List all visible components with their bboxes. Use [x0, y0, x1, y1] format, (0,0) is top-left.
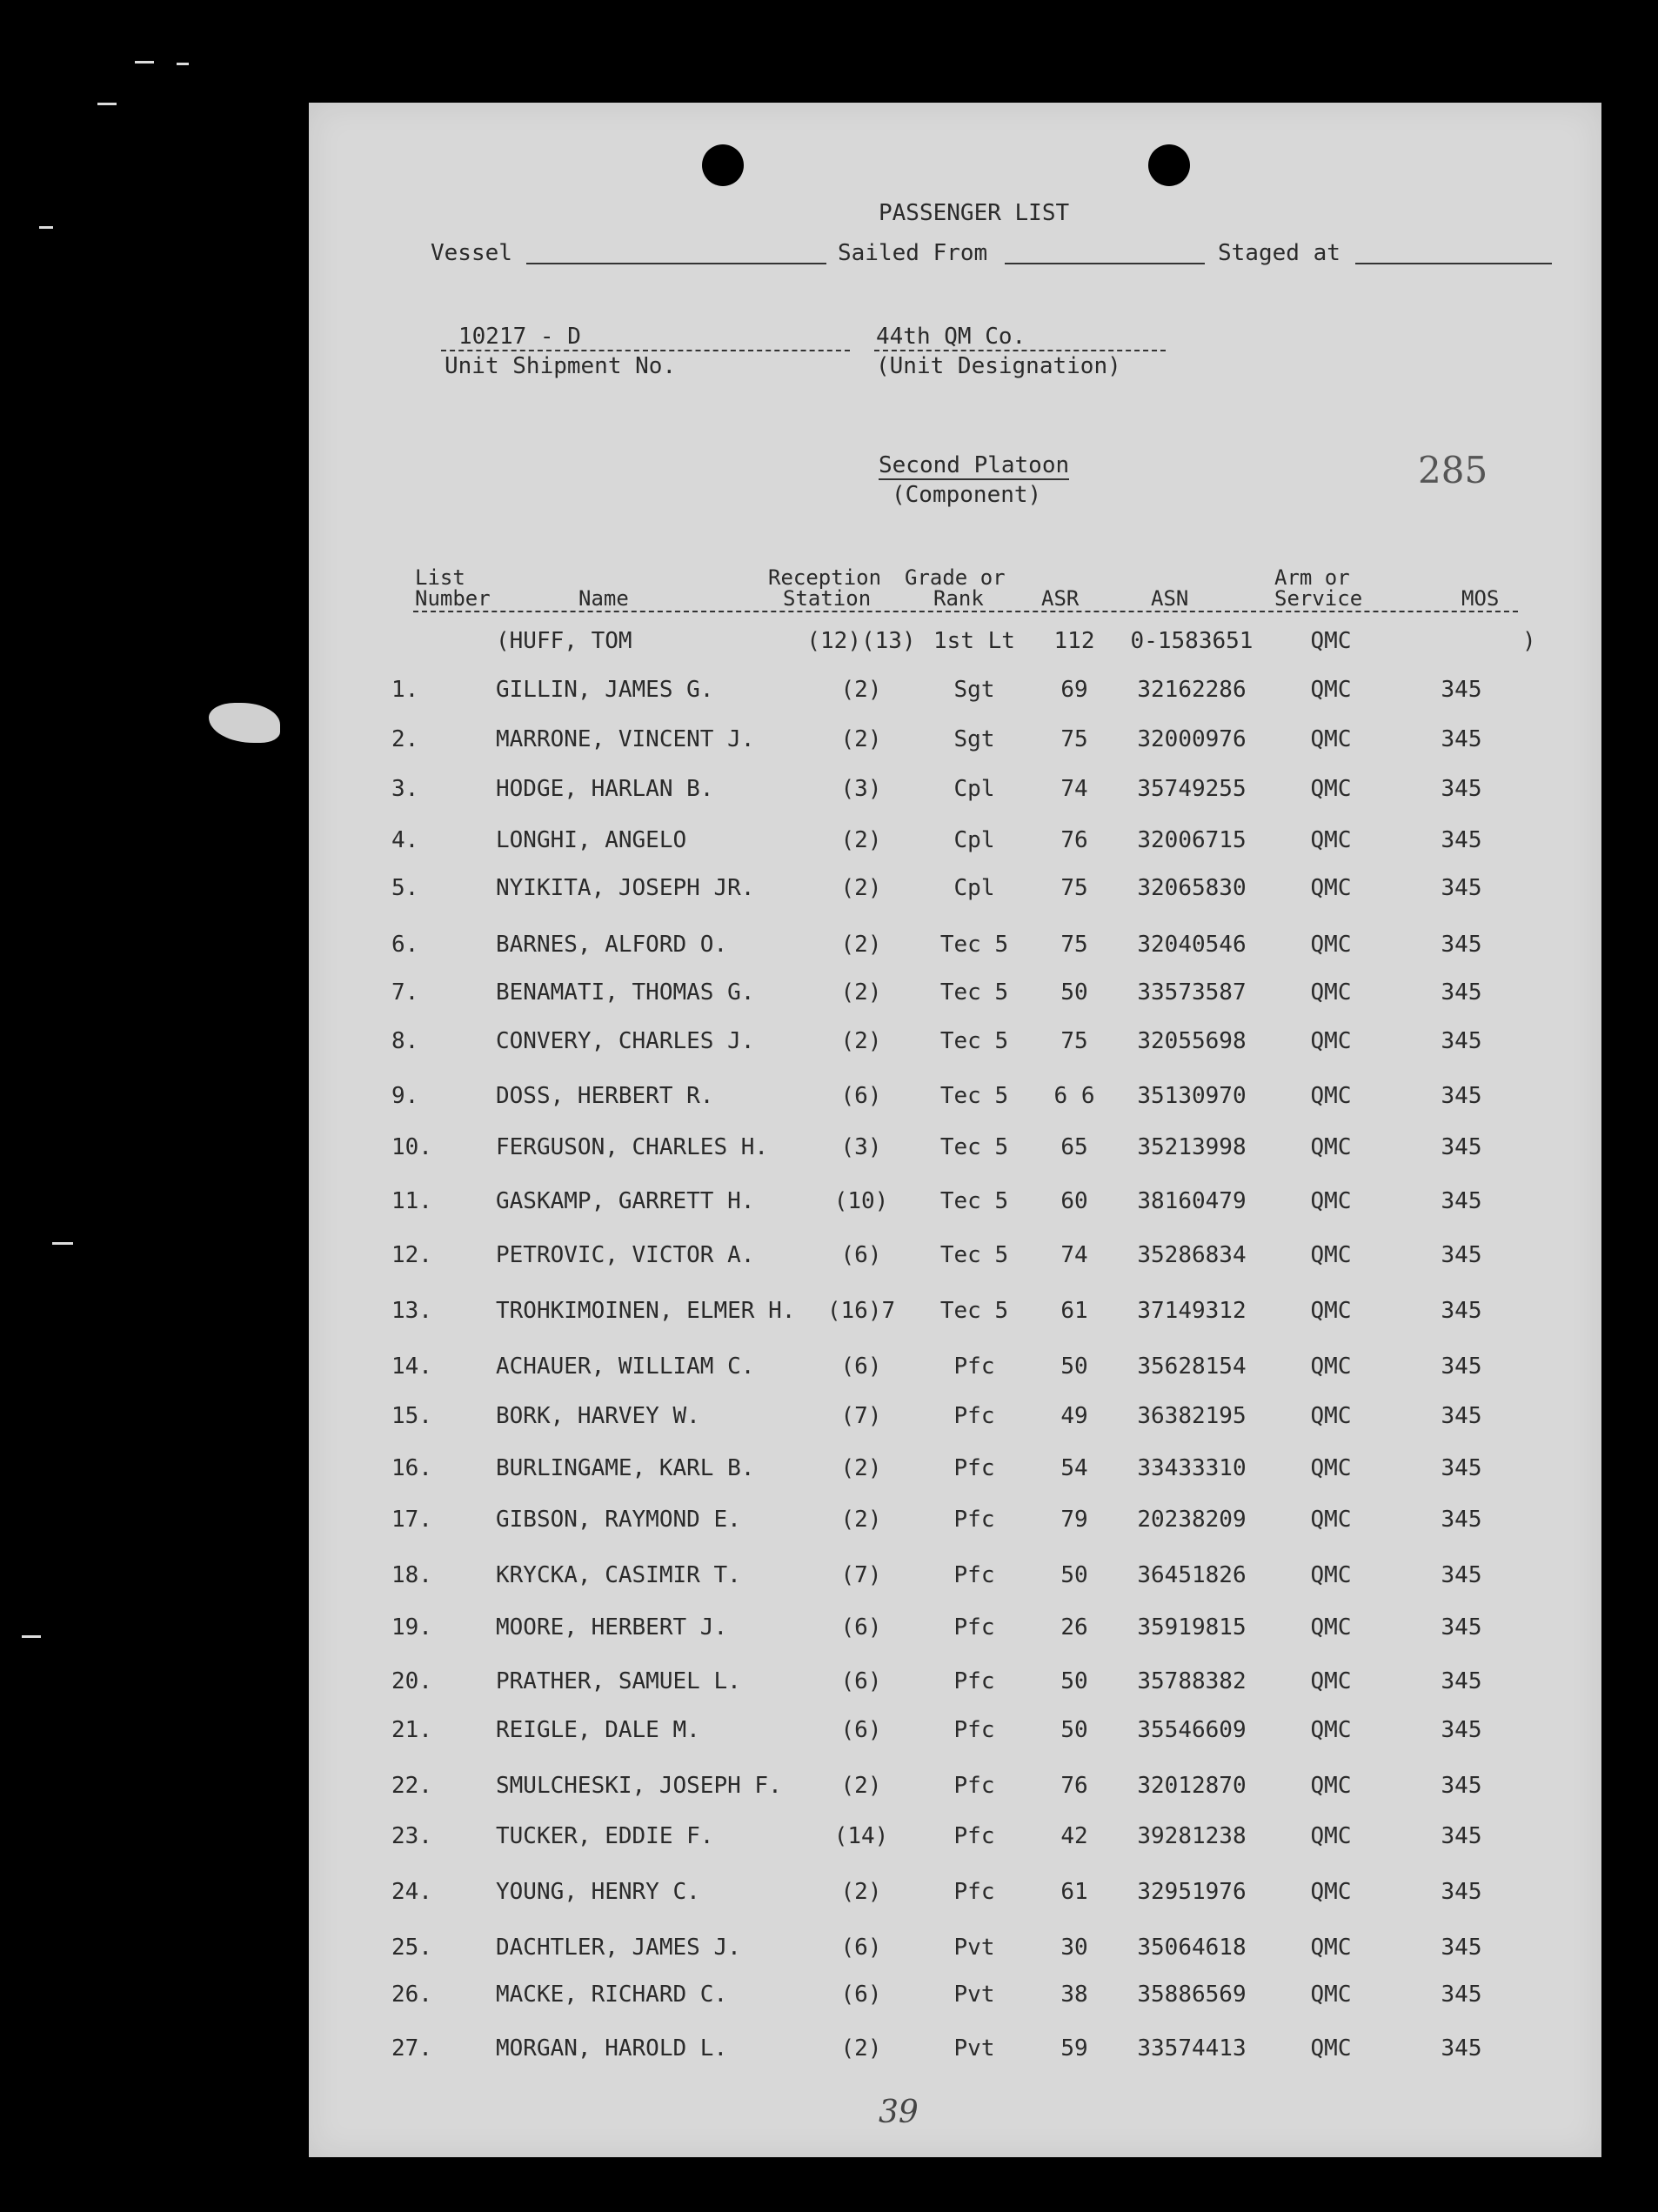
row-number: 13.: [391, 1298, 432, 1324]
mos-code: 345: [1441, 677, 1482, 703]
grade-rank: Pfc: [953, 1403, 995, 1429]
asr-score: 50: [1060, 1717, 1088, 1743]
army-serial-number: 33433310: [1137, 1455, 1247, 1481]
passenger-name: GASKAMP, GARRETT H.: [496, 1188, 755, 1214]
col-list: List: [415, 565, 465, 590]
table-row: [309, 1507, 1601, 1541]
grade-rank: Pvt: [953, 1935, 995, 1961]
reception-station: (16)7: [826, 1298, 896, 1324]
grade-rank: Pfc: [953, 1507, 995, 1533]
passenger-name: MARRONE, VINCENT J.: [496, 726, 755, 752]
mos-code: 345: [1441, 827, 1482, 853]
asr-score: 50: [1060, 979, 1088, 1006]
arm-or-service: QMC: [1310, 726, 1352, 752]
col-name: Name: [578, 586, 629, 611]
passenger-name: NYIKITA, JOSEPH JR.: [496, 875, 755, 901]
row-number: 19.: [391, 1614, 432, 1641]
asr-score: 75: [1060, 726, 1088, 752]
document-title: PASSENGER LIST: [879, 200, 1070, 226]
grade-rank: Pfc: [953, 1717, 995, 1743]
row-number: 24.: [391, 1879, 432, 1905]
mos-code: 345: [1441, 776, 1482, 802]
passenger-name: PRATHER, SAMUEL L.: [496, 1668, 741, 1694]
army-serial-number: 38160479: [1137, 1188, 1247, 1214]
grade-rank: Tec 5: [939, 1083, 1009, 1109]
arm-or-service: QMC: [1310, 1403, 1352, 1429]
arm-or-service: QMC: [1310, 776, 1352, 802]
grade-rank: Pfc: [953, 1562, 995, 1588]
row-number: 20.: [391, 1668, 432, 1694]
passenger-name: GIBSON, RAYMOND E.: [496, 1507, 741, 1533]
reception-station: (6): [840, 1083, 882, 1109]
reception-station: (2): [840, 1773, 882, 1799]
army-serial-number: 32000976: [1137, 726, 1247, 752]
punch-hole-left: [702, 144, 744, 186]
passenger-name: DACHTLER, JAMES J.: [496, 1935, 741, 1961]
mos-code: 345: [1441, 726, 1482, 752]
table-row: [309, 1134, 1601, 1169]
asr-score: 76: [1060, 827, 1088, 853]
row-number: 15.: [391, 1403, 432, 1429]
asr-score: 65: [1060, 1134, 1088, 1160]
passenger-name: ACHAUER, WILLIAM C.: [496, 1353, 755, 1380]
reception-station: (6): [840, 1981, 882, 2008]
grade-rank: Cpl: [953, 875, 995, 901]
asr-score: 54: [1060, 1455, 1088, 1481]
officer-name: (HUFF, TOM: [496, 628, 632, 654]
table-row: [309, 1562, 1601, 1597]
mos-code: 345: [1441, 1823, 1482, 1849]
table-row: [309, 827, 1601, 862]
mos-code: 345: [1441, 1455, 1482, 1481]
passenger-name: TUCKER, EDDIE F.: [496, 1823, 714, 1849]
table-row: [309, 1242, 1601, 1277]
army-serial-number: 35064618: [1137, 1935, 1247, 1961]
grade-rank: Pvt: [953, 1981, 995, 2008]
arm-or-service: QMC: [1310, 1134, 1352, 1160]
passenger-name: LONGHI, ANGELO: [496, 827, 687, 853]
mos-code: 345: [1441, 1879, 1482, 1905]
officer-close-paren: ): [1522, 628, 1536, 654]
grade-rank: Pfc: [953, 1773, 995, 1799]
asr-score: 74: [1060, 776, 1088, 802]
row-number: 6.: [391, 932, 419, 958]
mos-code: 345: [1441, 1028, 1482, 1054]
passenger-name: MOORE, HERBERT J.: [496, 1614, 728, 1641]
army-serial-number: 35628154: [1137, 1353, 1247, 1380]
arm-or-service: QMC: [1310, 1455, 1352, 1481]
reception-station: (2): [840, 2035, 882, 2062]
reception-station: (2): [840, 1507, 882, 1533]
row-number: 14.: [391, 1353, 432, 1380]
arm-or-service: QMC: [1310, 1353, 1352, 1380]
table-row: [309, 1455, 1601, 1490]
asr-score: 49: [1060, 1403, 1088, 1429]
arm-or-service: QMC: [1310, 2035, 1352, 2062]
grade-rank: Tec 5: [939, 1188, 1009, 1214]
table-row: [309, 1028, 1601, 1063]
unit-shipment-label: Unit Shipment No.: [445, 353, 677, 379]
col-service: Service: [1274, 586, 1363, 611]
row-number: 11.: [391, 1188, 432, 1214]
row-number: 16.: [391, 1455, 432, 1481]
army-serial-number: 35788382: [1137, 1668, 1247, 1694]
table-row: [309, 1981, 1601, 2016]
passenger-name: BORK, HARVEY W.: [496, 1403, 700, 1429]
reception-station: (7): [840, 1403, 882, 1429]
army-serial-number: 33573587: [1137, 979, 1247, 1006]
table-row: [309, 776, 1601, 811]
army-serial-number: 32012870: [1137, 1773, 1247, 1799]
arm-or-service: QMC: [1310, 1562, 1352, 1588]
asr-score: 74: [1060, 1242, 1088, 1268]
arm-or-service: QMC: [1310, 1507, 1352, 1533]
table-row: [309, 1353, 1601, 1388]
passenger-name: MORGAN, HAROLD L.: [496, 2035, 728, 2062]
reception-station: (2): [840, 979, 882, 1006]
asr-score: 60: [1060, 1188, 1088, 1214]
row-number: 9.: [391, 1083, 419, 1109]
row-number: 4.: [391, 827, 419, 853]
mos-code: 345: [1441, 1981, 1482, 2008]
document-page: [309, 103, 1601, 2157]
grade-rank: Tec 5: [939, 932, 1009, 958]
grade-rank: Tec 5: [939, 1028, 1009, 1054]
col-station: Station: [783, 586, 872, 611]
reception-station: (6): [840, 1614, 882, 1641]
officer-grade: 1st Lt: [933, 628, 1015, 654]
row-number: 25.: [391, 1935, 432, 1961]
page-number: 285: [1418, 449, 1488, 491]
mos-code: 345: [1441, 1668, 1482, 1694]
army-serial-number: 36382195: [1137, 1403, 1247, 1429]
passenger-name: BENAMATI, THOMAS G.: [496, 979, 755, 1006]
reception-station: (14): [833, 1823, 889, 1849]
army-serial-number: 32006715: [1137, 827, 1247, 853]
grade-rank: Tec 5: [939, 1298, 1009, 1324]
mos-code: 345: [1441, 1717, 1482, 1743]
col-asn: ASN: [1151, 586, 1189, 611]
asr-score: 38: [1060, 1981, 1088, 2008]
asr-score: 75: [1060, 1028, 1088, 1054]
officer-asr: 112: [1053, 628, 1095, 654]
table-row: [309, 1935, 1601, 1969]
asr-score: 59: [1060, 2035, 1088, 2062]
table-row: [309, 1717, 1601, 1752]
army-serial-number: 35213998: [1137, 1134, 1247, 1160]
table-row: [309, 1083, 1601, 1118]
arm-or-service: QMC: [1310, 1717, 1352, 1743]
mos-code: 345: [1441, 932, 1482, 958]
mos-code: 345: [1441, 1353, 1482, 1380]
officer-station: (12)(13): [806, 628, 916, 654]
component-name: Second Platoon: [879, 452, 1070, 478]
asr-score: 61: [1060, 1879, 1088, 1905]
col-arm-or: Arm or: [1274, 565, 1350, 590]
asr-score: 50: [1060, 1668, 1088, 1694]
row-number: 10.: [391, 1134, 432, 1160]
mos-code: 345: [1441, 979, 1482, 1006]
officer-row: [309, 628, 1601, 663]
arm-or-service: QMC: [1310, 1242, 1352, 1268]
col-number: Number: [415, 586, 491, 611]
asr-score: 30: [1060, 1935, 1088, 1961]
passenger-name: TROHKIMOINEN, ELMER H.: [496, 1298, 796, 1324]
arm-or-service: QMC: [1310, 1823, 1352, 1849]
handwritten-note: 39: [879, 2095, 919, 2130]
component-label: (Component): [892, 482, 1042, 508]
row-number: 12.: [391, 1242, 432, 1268]
army-serial-number: 32951976: [1137, 1879, 1247, 1905]
passenger-name: BURLINGAME, KARL B.: [496, 1455, 755, 1481]
grade-rank: Tec 5: [939, 979, 1009, 1006]
reception-station: (2): [840, 1455, 882, 1481]
table-row: [309, 875, 1601, 910]
passenger-name: BARNES, ALFORD O.: [496, 932, 728, 958]
sailed-from-label: Sailed From: [838, 240, 988, 266]
reception-station: (7): [840, 1562, 882, 1588]
mos-code: 345: [1441, 1507, 1482, 1533]
table-row: [309, 1403, 1601, 1438]
army-serial-number: 33574413: [1137, 2035, 1247, 2062]
arm-or-service: QMC: [1310, 932, 1352, 958]
arm-or-service: QMC: [1310, 1614, 1352, 1641]
row-number: 23.: [391, 1823, 432, 1849]
grade-rank: Cpl: [953, 776, 995, 802]
mos-code: 345: [1441, 1614, 1482, 1641]
army-serial-number: 32055698: [1137, 1028, 1247, 1054]
reception-station: (3): [840, 1134, 882, 1160]
row-number: 8.: [391, 1028, 419, 1054]
col-reception: Reception: [768, 565, 882, 590]
mos-code: 345: [1441, 1298, 1482, 1324]
reception-station: (2): [840, 875, 882, 901]
asr-score: 76: [1060, 1773, 1088, 1799]
table-row: [309, 1668, 1601, 1703]
reception-station: (2): [840, 932, 882, 958]
grade-rank: Sgt: [953, 677, 995, 703]
table-row: [309, 2035, 1601, 2070]
passenger-name: SMULCHESKI, JOSEPH F.: [496, 1773, 782, 1799]
passenger-name: CONVERY, CHARLES J.: [496, 1028, 755, 1054]
army-serial-number: 39281238: [1137, 1823, 1247, 1849]
passenger-name: YOUNG, HENRY C.: [496, 1879, 700, 1905]
passenger-name: FERGUSON, CHARLES H.: [496, 1134, 769, 1160]
arm-or-service: QMC: [1310, 1879, 1352, 1905]
arm-or-service: QMC: [1310, 1083, 1352, 1109]
arm-or-service: QMC: [1310, 1981, 1352, 2008]
grade-rank: Cpl: [953, 827, 995, 853]
table-row: [309, 1614, 1601, 1649]
staged-at-label: Staged at: [1218, 240, 1340, 266]
army-serial-number: 35749255: [1137, 776, 1247, 802]
asr-score: 6 6: [1053, 1083, 1095, 1109]
asr-score: 50: [1060, 1562, 1088, 1588]
table-row: [309, 677, 1601, 712]
officer-arm: QMC: [1310, 628, 1352, 654]
army-serial-number: 37149312: [1137, 1298, 1247, 1324]
army-serial-number: 35286834: [1137, 1242, 1247, 1268]
passenger-name: KRYCKA, CASIMIR T.: [496, 1562, 741, 1588]
army-serial-number: 32040546: [1137, 932, 1247, 958]
army-serial-number: 20238209: [1137, 1507, 1247, 1533]
unit-designation-underline: [874, 350, 1166, 351]
row-number: 2.: [391, 726, 419, 752]
reception-station: (6): [840, 1717, 882, 1743]
arm-or-service: QMC: [1310, 827, 1352, 853]
reception-station: (2): [840, 726, 882, 752]
header-rule: [413, 611, 1518, 612]
grade-rank: Sgt: [953, 726, 995, 752]
table-row: [309, 1188, 1601, 1223]
row-number: 22.: [391, 1773, 432, 1799]
mos-code: 345: [1441, 1242, 1482, 1268]
table-row: [309, 932, 1601, 966]
arm-or-service: QMC: [1310, 1773, 1352, 1799]
staged-at-field-line: [1355, 263, 1552, 264]
reception-station: (3): [840, 776, 882, 802]
army-serial-number: 32065830: [1137, 875, 1247, 901]
vessel-label: Vessel: [431, 240, 512, 266]
asr-score: 61: [1060, 1298, 1088, 1324]
arm-or-service: QMC: [1310, 677, 1352, 703]
row-number: 21.: [391, 1717, 432, 1743]
table-row: [309, 1773, 1601, 1808]
grade-rank: Tec 5: [939, 1134, 1009, 1160]
reception-station: (2): [840, 827, 882, 853]
asr-score: 75: [1060, 875, 1088, 901]
passenger-name: REIGLE, DALE M.: [496, 1717, 700, 1743]
asr-score: 69: [1060, 677, 1088, 703]
arm-or-service: QMC: [1310, 875, 1352, 901]
reception-station: (2): [840, 677, 882, 703]
mos-code: 345: [1441, 2035, 1482, 2062]
asr-score: 50: [1060, 1353, 1088, 1380]
arm-or-service: QMC: [1310, 1028, 1352, 1054]
table-row: [309, 979, 1601, 1014]
asr-score: 26: [1060, 1614, 1088, 1641]
passenger-name: GILLIN, JAMES G.: [496, 677, 714, 703]
mos-code: 345: [1441, 1083, 1482, 1109]
reception-station: (2): [840, 1879, 882, 1905]
arm-or-service: QMC: [1310, 1935, 1352, 1961]
row-number: 18.: [391, 1562, 432, 1588]
passenger-name: HODGE, HARLAN B.: [496, 776, 714, 802]
army-serial-number: 32162286: [1137, 677, 1247, 703]
army-serial-number: 35919815: [1137, 1614, 1247, 1641]
grade-rank: Pvt: [953, 2035, 995, 2062]
asr-score: 42: [1060, 1823, 1088, 1849]
table-row: [309, 1879, 1601, 1914]
col-grade-or: Grade or: [905, 565, 1006, 590]
mos-code: 345: [1441, 1935, 1482, 1961]
unit-designation-label: (Unit Designation): [876, 353, 1121, 379]
mos-code: 345: [1441, 1562, 1482, 1588]
arm-or-service: QMC: [1310, 979, 1352, 1006]
row-number: 1.: [391, 677, 419, 703]
unit-designation: 44th QM Co.: [876, 324, 1026, 350]
army-serial-number: 35886569: [1137, 1981, 1247, 2008]
passenger-name: MACKE, RICHARD C.: [496, 1981, 728, 2008]
row-number: 5.: [391, 875, 419, 901]
row-number: 3.: [391, 776, 419, 802]
mos-code: 345: [1441, 1403, 1482, 1429]
grade-rank: Pfc: [953, 1353, 995, 1380]
unit-shipment-underline: [441, 350, 850, 351]
officer-asn: 0-1583651: [1130, 628, 1254, 654]
grade-rank: Pfc: [953, 1668, 995, 1694]
army-serial-number: 35130970: [1137, 1083, 1247, 1109]
grade-rank: Pfc: [953, 1823, 995, 1849]
reception-station: (2): [840, 1028, 882, 1054]
asr-score: 75: [1060, 932, 1088, 958]
passenger-name: DOSS, HERBERT R.: [496, 1083, 714, 1109]
sailed-from-field-line: [1005, 263, 1205, 264]
table-row: [309, 1823, 1601, 1858]
row-number: 17.: [391, 1507, 432, 1533]
punch-hole-right: [1148, 144, 1190, 186]
reception-station: (6): [840, 1242, 882, 1268]
grade-rank: Pfc: [953, 1614, 995, 1641]
row-number: 7.: [391, 979, 419, 1006]
arm-or-service: QMC: [1310, 1298, 1352, 1324]
army-serial-number: 35546609: [1137, 1717, 1247, 1743]
col-asr: ASR: [1041, 586, 1080, 611]
passenger-name: PETROVIC, VICTOR A.: [496, 1242, 755, 1268]
reception-station: (6): [840, 1935, 882, 1961]
grade-rank: Tec 5: [939, 1242, 1009, 1268]
row-number: 27.: [391, 2035, 432, 2062]
col-rank: Rank: [933, 586, 984, 611]
grade-rank: Pfc: [953, 1879, 995, 1905]
mos-code: 345: [1441, 1773, 1482, 1799]
army-serial-number: 36451826: [1137, 1562, 1247, 1588]
mos-code: 345: [1441, 1134, 1482, 1160]
arm-or-service: QMC: [1310, 1668, 1352, 1694]
reception-station: (6): [840, 1353, 882, 1380]
grade-rank: Pfc: [953, 1455, 995, 1481]
col-mos: MOS: [1461, 586, 1500, 611]
row-number: 26.: [391, 1981, 432, 2008]
mos-code: 345: [1441, 875, 1482, 901]
asr-score: 79: [1060, 1507, 1088, 1533]
reception-station: (6): [840, 1668, 882, 1694]
arm-or-service: QMC: [1310, 1188, 1352, 1214]
vessel-field-line: [526, 263, 826, 264]
table-row: [309, 726, 1601, 761]
reception-station: (10): [833, 1188, 889, 1214]
mos-code: 345: [1441, 1188, 1482, 1214]
unit-shipment-number: 10217 - D: [458, 324, 581, 350]
table-row: [309, 1298, 1601, 1333]
